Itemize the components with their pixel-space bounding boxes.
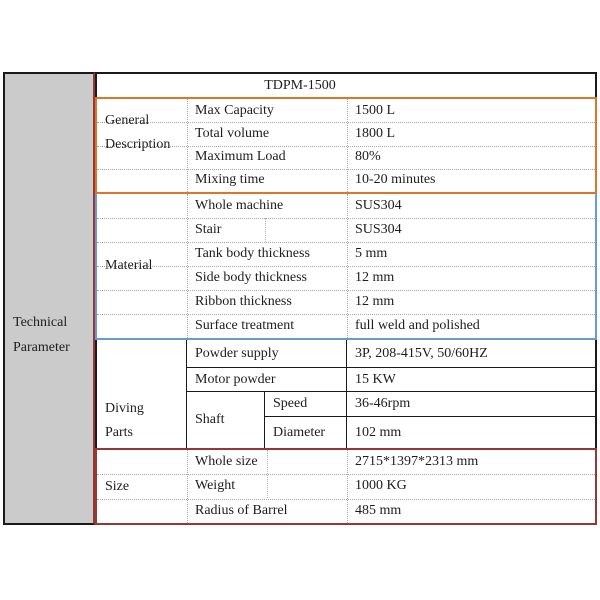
param-cell: Stair (195, 222, 222, 237)
value-cell: 485 mm (355, 502, 402, 518)
section-general-description (95, 97, 597, 194)
value-cell: 15 KW (347, 368, 595, 392)
value-cell: 3P, 208-415V, 50/60HZ (347, 340, 595, 368)
section-diving-parts (95, 340, 597, 448)
model-title: TDPM-1500 (264, 77, 336, 93)
value-cell: 2715*1397*2313 mm (355, 454, 479, 470)
technical-parameter-label-line2: Parameter (13, 339, 70, 355)
model-title-cell (95, 72, 597, 97)
value-cell: SUS304 (355, 198, 402, 213)
param-cell: Max Capacity (195, 102, 274, 118)
section-size (95, 448, 597, 525)
param-cell: Ribbon thickness (195, 294, 292, 309)
section-label-diving-parts: Diving Parts (97, 340, 187, 448)
section-label-material: Material (105, 258, 153, 273)
spec-table (3, 72, 597, 525)
subparam-cell: Speed (265, 392, 347, 417)
value-cell: 1500 L (355, 102, 396, 118)
value-cell: 36-46rpm (347, 392, 595, 417)
param-cell: Tank body thickness (195, 246, 310, 261)
param-cell: Motor powder (187, 368, 347, 392)
value-cell: full weld and polished (355, 318, 480, 333)
param-cell: Surface treatment (195, 318, 295, 333)
param-cell: Whole size (195, 454, 258, 470)
param-cell: Powder supply (187, 340, 347, 368)
param-cell: Maximum Load (195, 149, 286, 165)
value-cell: 102 mm (355, 424, 402, 440)
section-label-size: Size (105, 478, 130, 494)
value-cell: 1000 KG (355, 478, 407, 494)
value-cell: 12 mm (355, 270, 395, 285)
param-cell: Radius of Barrel (195, 502, 288, 518)
value-cell: SUS304 (355, 222, 402, 237)
value-cell: 10-20 minutes (355, 172, 436, 188)
param-cell: Whole machine (195, 198, 284, 213)
value-cell: 5 mm (355, 246, 388, 261)
section-material (95, 194, 597, 340)
param-cell: Total volume (195, 125, 270, 141)
value-cell: 80% (355, 149, 381, 165)
param-cell: Side body thickness (195, 270, 307, 285)
shaft-cell: Shaft (187, 392, 265, 448)
subparam-cell: Diameter (265, 417, 347, 448)
technical-parameter-column (3, 72, 95, 525)
section-label-general-description: General Description (105, 113, 171, 152)
value-cell: 1800 L (355, 125, 396, 141)
param-cell: Mixing time (195, 172, 265, 188)
param-cell: Weight (195, 478, 236, 494)
value-cell: 12 mm (355, 294, 395, 309)
technical-parameter-label-line1: Technical (13, 314, 68, 330)
